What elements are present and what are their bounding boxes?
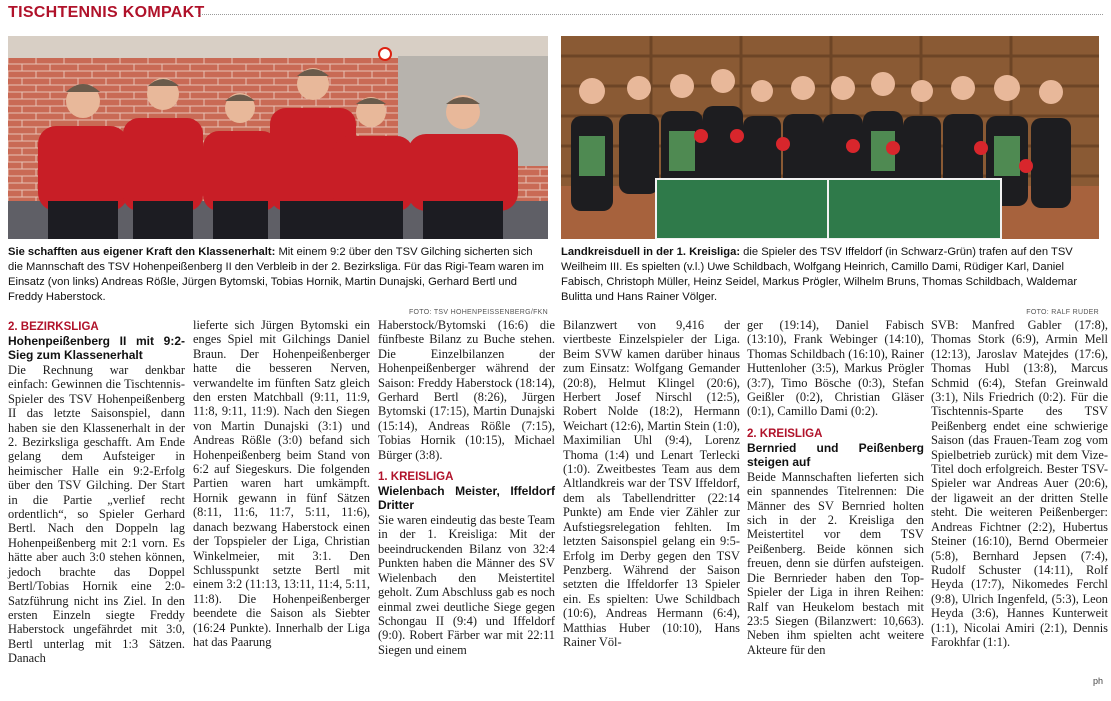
article-column-4 [563,318,740,649]
article-body: Haberstock/Bytomski (16:6) die fünfbeste Bilanz zu Buche stehen. Die Einzelbilanzen der Hohenpeißenberger während der Saison: Freddy Haberstock (18:14), Gerhard Bertl (8:26), Jürgen Bytomski (17:15), Martin Dunajski (15:14), Andreas Rößle (7:15), Tobias Hornik (10:15), Michael Bürger (3:8). [378,318,555,462]
section-title: TISCHTENNIS KOMPAKT [8,4,205,21]
article-column-5 [747,318,924,657]
team-photo-iffeldorf-weilheim [561,36,1099,239]
article-headline: Bernried und Peißenberg steigen auf [747,440,924,469]
author-signature: ph [1092,676,1103,686]
header-divider [198,14,1103,15]
caption-lead: Landkreisduell in der 1. Kreisliga: [561,246,741,258]
article-spacer [378,462,555,468]
section-header [8,2,1103,24]
team-photo-illustration [561,36,1099,239]
team-photo-illustration [8,36,548,239]
photo-credit: FOTO: TSV HOHENPEISSENBERG/FKN [408,309,548,316]
article-body: lieferte sich Jürgen Bytomski ein enges Spiel mit Gilchings Daniel Braun. Der Hohenpeißenberger hatte die besseren Nerven, verwandelte im fünften Satz gleich den ersten Matchball (9:11, 11:9, 11:8, 9:11, 11:9). Nach den Siegen von Martin Dunajski (3:1) und Andreas Rößle (3:0) befand sich Hohenpeißenberg beim Stand von 6:2 auf Siegeskurs. Die folgenden Partien waren hart umkämpft. Hornik gewann in fünf Sätzen (8:11, 11:6, 11:7, 5:11, 11:6), danach bezwang Haberstock einen der Topspieler der Liga, Christian Winkelmeier, mit 3:1. Den Schlusspunkt setzte Bertl mit einem 3:2 (11:13, 13:11, 11:4, 5:11, 11:8). Die Hohenpeißenberger beendete die Saison als Siebter (16:24 Punkte). Innerhalb der Liga hat das Paarung [193,318,370,649]
caption-text: die Spieler des TSV Iffeldorf (in Schwarz-Grün) trafen auf den TSV Weilheim III. Es spielten (v.l.) Uwe Schildbach, Wolfgang Heinrich, Camillo Dami, Rüdiger Karl, Daniel Fabisch, Christoph Müller, Heinz Seidel, Markus Prögler, Wilhelm Bruns, Thomas Schildbach, Waldemar Bulitta und Hans Rainer Völger. [561,246,1078,303]
article-column-1 [8,318,185,666]
photo-caption-right [561,245,1099,316]
team-photo-hohenpeissenberg [8,36,548,239]
article-column-2 [193,318,370,649]
photo-caption-left [8,245,548,316]
article-body: Sie waren eindeutig das beste Team in der 1. Kreisliga: Mit der beeindruckenden Bilanz von 32:4 Punkten haben die Männer des SV Wielenbach den Meistertitel geholt. Zum Abschluss gab es noch einmal zwei deutliche Siege gegen Schongau II (9:4) und Iffeldorf (9:0). Robert Färber war mit 22:11 Siegen und einem [378,513,555,657]
article-body: Beide Mannschaften lieferten sich ein spannendes Titelrennen: Die Männer des SV Bernried holten sich in der 2. Kreisliga den Meistertitel vor dem TSV Peißenberg. Beide können sich freuen, denn sie dürfen aufsteigen. Die Bernrieder haben den Top-Spieler der Liga in ihren Reihen: Ralf van Heukelom bestach mit 23:5 Siegen (Bilanzwert: 10,663). Neben ihm spielten acht weitere Akteure für den [747,469,924,657]
article-kicker: 2. BEZIRKSLIGA [8,321,99,333]
article-column-3 [378,318,555,657]
photo-credit: FOTO: RALF RUDER [1026,309,1099,316]
article-body: Die Rechnung war denkbar einfach: Gewinnen die Tischtennis-Spieler des TSV Hohenpeißenberg II das letzte Saisonspiel, dann haben sie den Klassenerhalt in der 2. Bezirksliga geschafft. Am Ende gelang dem Aufsteiger in heimischer Halle ein 9:2-Erfolg über den TSV Gilching. Der Start in die Partie „verlief recht ordentlich“, so Spieler Gerhard Bertl. Nach den Doppeln lag Hohenpeißenberg mit 2:1 vorn. Es hätte aber auch 3:0 stehen können, jedoch brachte das Doppel Bertl/Tobias Hornik eine 2:0-Satzführung nicht ins Ziel. In den ersten Einzeln siegte Freddy Haberstock ungefährdet mit 3:0, Bertl unterlag mit 1:3 Sätzen. Danach [8,363,185,666]
article-body: Bilanzwert von 9,416 der viertbeste Einzelspieler der Liga. Beim SVW kamen darüber hinaus zum Einsatz: Wolfgang Gemander (20:8), Helmut Klingel (20:6), Herbert Josef Nirschl (12:5), Robert Nolde (18:2), Hermann Weichart (12:6), Martin Stein (1:0), Maximilian Uhl (9:4), Lorenz Thoma (1:4) und Lenart Terlecki (1:0). Zweitbestes Team aus dem Altlandkreis war der TSV Iffeldorf, dem als Tabellendritter (22:14 Punkte) am Ende vier Zähler zur Aufstiegsrelegation fehlten. Im letzten Saisonspiel gelang ein 9:5-Erfolg im Derby gegen den TSV Penzberg. Während der Saison setzten die Iffeldorfer 13 Spieler ein. Es spielten: Uwe Schildbach (10:6), Andreas Hermann (6:4), Matthias Huber (10:10), Hans Rainer Völ- [563,318,740,649]
caption-text: Mit einem 9:2 über den TSV Gilching sicherten sich die Mannschaft des TSV Hohenpeißenberg II den Verbleib in der 2. Bezirksliga. Für das Rigi-Team waren im Einsatz (von links) Andreas Rößle, Jürgen Bytomski, Tobias Hornik, Martin Dunajski, Gerhard Bertl und Freddy Haberstock. [8,246,544,303]
article-kicker: 1. KREISLIGA [378,471,454,484]
caption-lead: Sie schafften aus eigener Kraft den Klassenerhalt: [8,246,276,258]
article-headline: Hohenpeißenberg II mit 9:2-Sieg zum Klassenerhalt [8,334,185,362]
article-column-6 [931,318,1108,649]
article-headline: Wielenbach Meister, Iffeldorf Dritter [378,484,555,513]
article-body: ger (19:14), Daniel Fabisch (13:10), Frank Webinger (14:10), Thomas Schildbach (16:10), Rainer Huttenloher (3:5), Markus Prögler (3:7), Timo Bösche (0:3), Stefan Geißler (0:2), Christian Gläser (0:1), Camillo Dami (0:2). [747,318,924,419]
article-spacer [747,419,924,425]
article-body: SVB: Manfred Gabler (17:8), Thomas Stork (6:9), Armin Mell (12:13), Jaroslav Matejdes (17:6), Thomas Hubl (13:8), Marcus Schmid (6:4), Stefan Greinwald (3:1), Nils Friedrich (0:2). Für die Tischtennis-Sparte des TSV Peißenberg endet eine schwierige Saison (das Frauen-Team zog vom Spielbetrieb zurück) mit dem Vize-Titel doch erfolgreich. Bester TSV-Spieler war Andreas Auer (20:6), der ligaweit an der dritten Stelle steht. Die weiteren Peißenberger: Andreas Fichtner (2:2), Hubertus Steiner (16:10), Bernd Obermeier (5:8), Bernhard Jepsen (7:4), Rudolf Schuster (14:11), Rolf Heyda (17:7), Nikomedes Ferchl (9:8), Ulrich Ingenfeld, (5:3), Leon Heyda (3:6), Hannes Kunterweit (1:1), Nicolai Amiri (2:1), Dennis Farokhfar (1:1). [931,318,1108,649]
article-kicker: 2. KREISLIGA [747,427,823,440]
